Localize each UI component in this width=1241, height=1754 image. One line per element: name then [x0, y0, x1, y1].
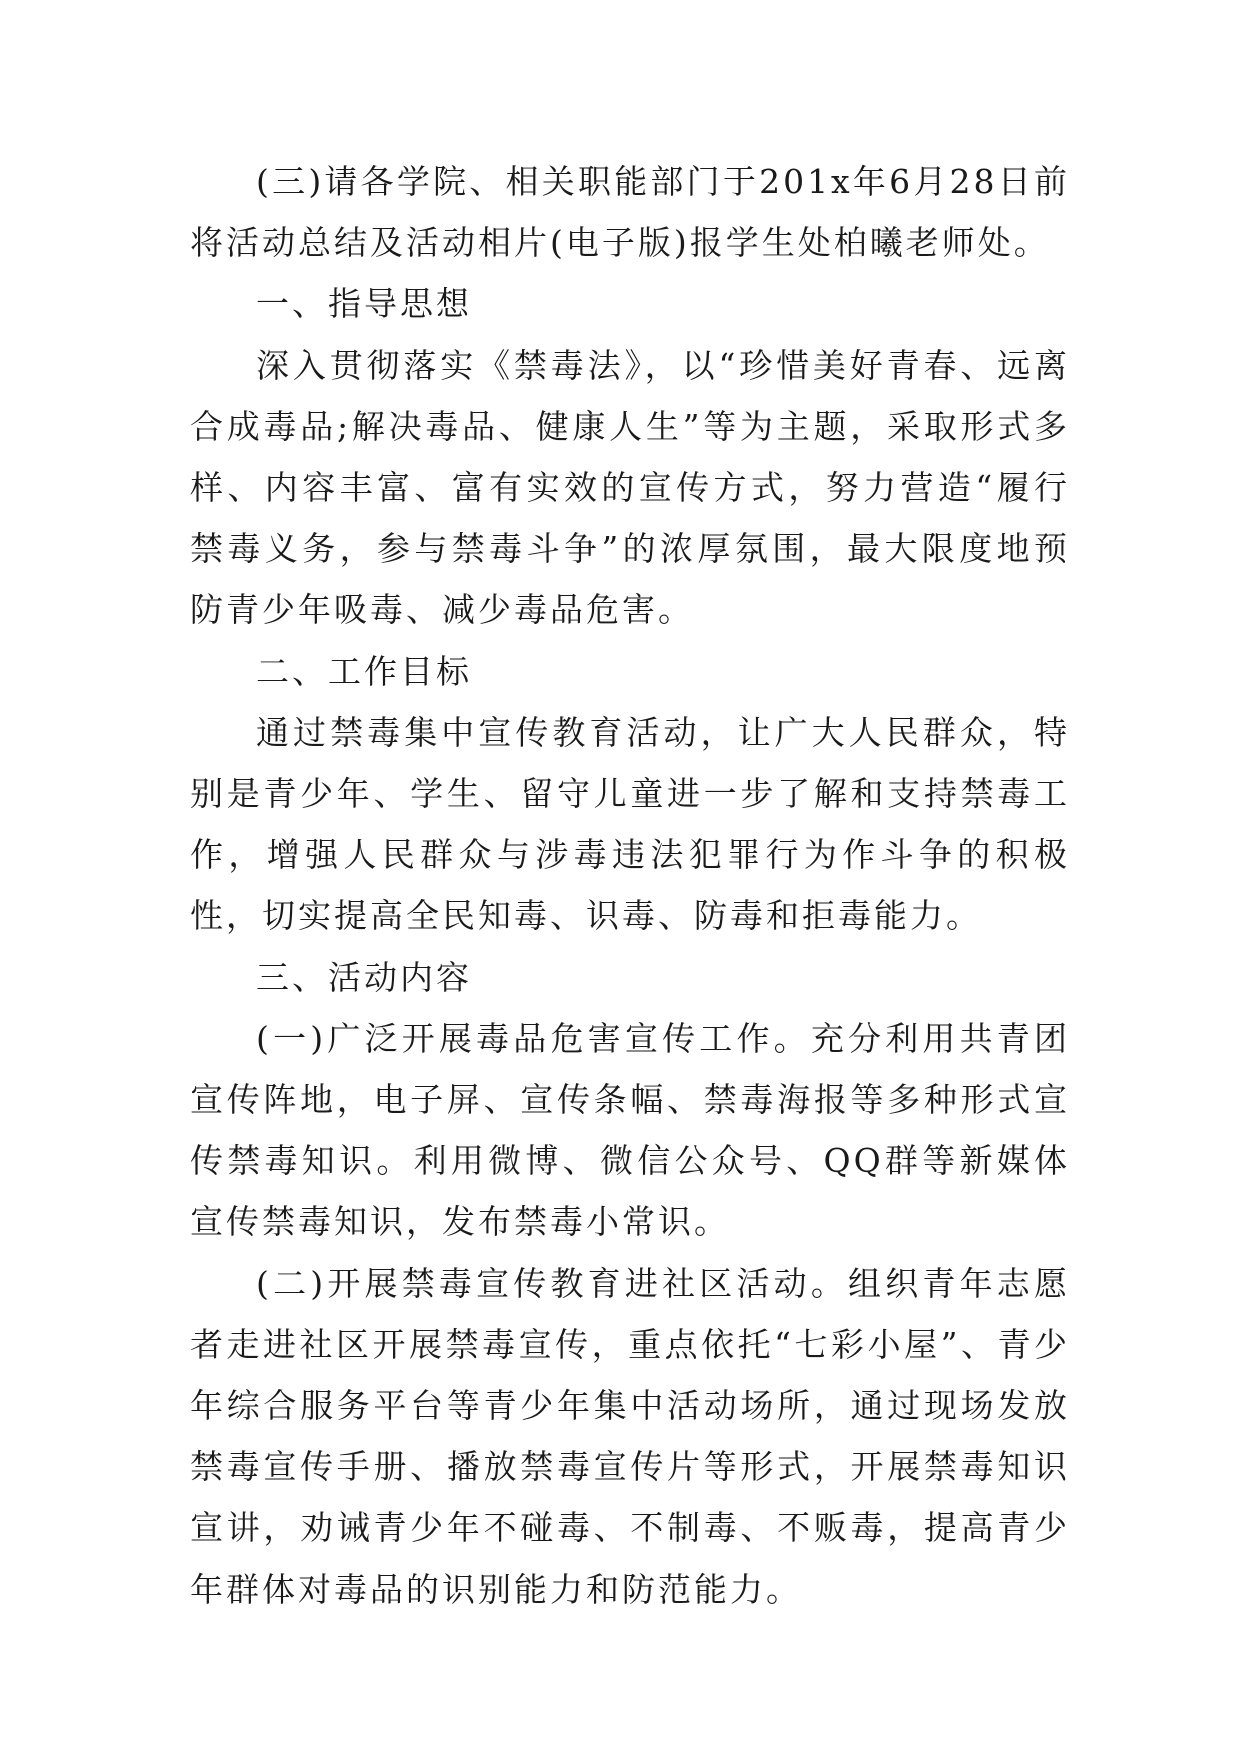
- paragraph-guiding-ideology: 深入贯彻落实《禁毒法》，以“珍惜美好青春、远离合成毒品;解决毒品、健康人生”等为主题，采取形式多样、内容丰富、富有实效的宣传方式，努力营造“履行禁毒义务，参与禁毒斗争”的浓厚氛围，最大限度地预防青少年吸毒、减少毒品危害。: [190, 345, 1070, 630]
- heading-work-goals: 二、工作目标: [256, 651, 472, 691]
- document-body: [190, 151, 1070, 1620]
- paragraph-submission-notice: (三)请各学院、相关职能部门于201x年6月28日前将活动总结及活动相片(电子版)报学生处柏曦老师处。: [190, 162, 1070, 263]
- heading-activity-content: 三、活动内容: [256, 957, 472, 997]
- heading-guiding-ideology: 一、指导思想: [256, 284, 472, 324]
- paragraph-activity-one: (一)广泛开展毒品危害宣传工作。充分利用共青团宣传阵地，电子屏、宣传条幅、禁毒海报等多种形式宣传禁毒知识。利用微博、微信公众号、QQ群等新媒体宣传禁毒知识，发布禁毒小常识。: [190, 1018, 1070, 1242]
- paragraph-activity-two: (二)开展禁毒宣传教育进社区活动。组织青年志愿者走进社区开展禁毒宣传，重点依托“七彩小屋”、青少年综合服务平台等青少年集中活动场所，通过现场发放禁毒宣传手册、播放禁毒宣传片等形式，开展禁毒知识宣讲，劝诫青少年不碰毒、不制毒、不贩毒，提高青少年群体对毒品的识别能力和防范能力。: [190, 1263, 1070, 1609]
- paragraph-work-goals: 通过禁毒集中宣传教育活动，让广大人民群众，特别是青少年、学生、留守儿童进一步了解和支持禁毒工作，增强人民群众与涉毒违法犯罪行为作斗争的积极性，切实提高全民知毒、识毒、防毒和拒毒能力。: [190, 712, 1070, 936]
